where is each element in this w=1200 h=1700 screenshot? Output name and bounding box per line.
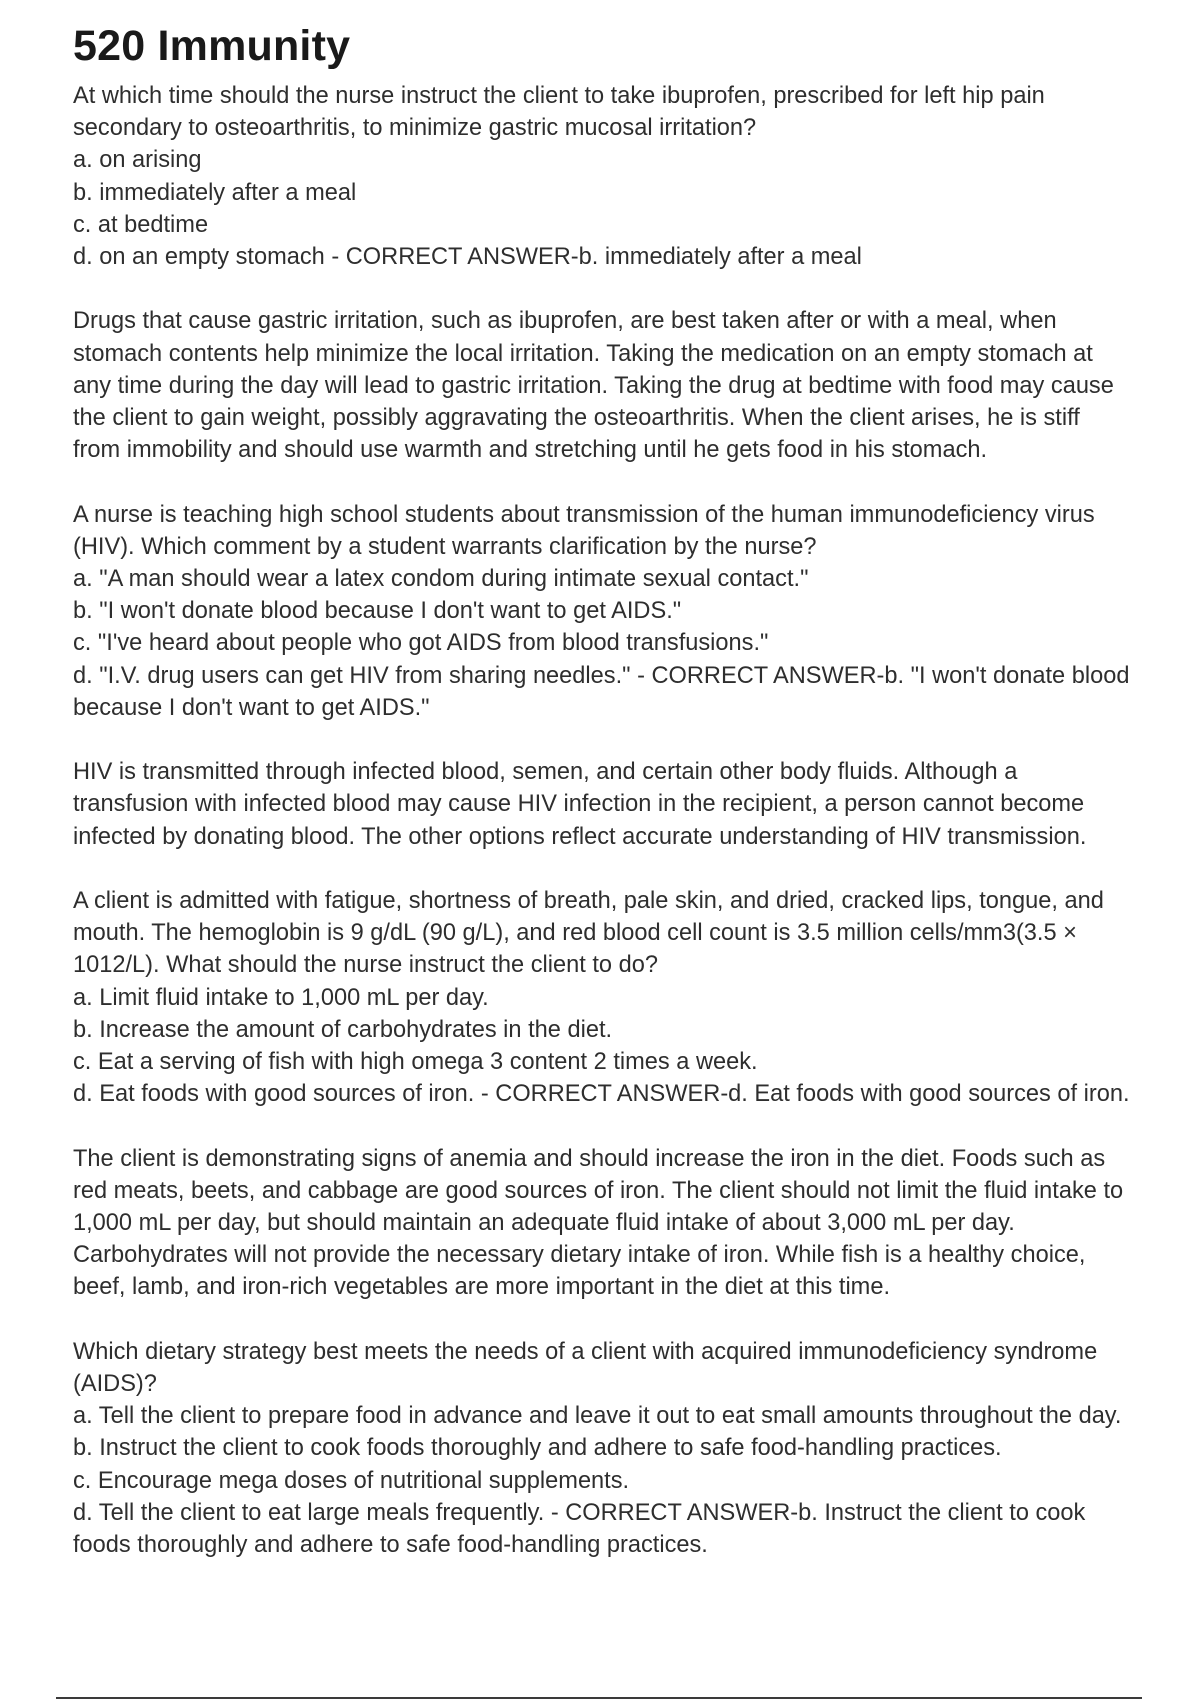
question-4-option-d-answer: d. Tell the client to eat large meals frequently. - CORRECT ANSWER-b. Instruct the client to cook foods thoroughly and adhere to safe food-handling practices. [73,1499,1086,1559]
question-3-rationale: The client is demonstrating signs of anemia and should increase the iron in the diet. Foods such as red meats, beets, and cabbage are good sources of iron. The client should not limit the fluid intake to 1,000 mL per day, but should maintain an adequate fluid intake of about 3,000 mL per day. Carbohydrates will not provide the necessary dietary intake of iron. While fish is a healthy choice, beef, lamb, and iron-rich vegetables are more important in the diet at this time. [73,1145,1124,1301]
paragraph-spacer [73,466,1133,498]
question-3-option-d-answer: d. Eat foods with good sources of iron. - CORRECT ANSWER-d. Eat foods with good sources of iron. [73,1081,1130,1108]
paragraph-spacer [73,853,1133,885]
question-1-option-d-answer: d. on an empty stomach - CORRECT ANSWER-b. immediately after a meal [73,244,862,271]
question-2-option-a: a. "A man should wear a latex condom during intimate sexual contact." [73,566,809,593]
question-2-option-b: b. "I won't donate blood because I don't want to get AIDS." [73,598,682,625]
question-1-option-b: b. immediately after a meal [73,179,357,206]
question-4-option-a: a. Tell the client to prepare food in advance and leave it out to eat small amounts throughout the day. [73,1403,1122,1430]
paragraph-spacer [73,1304,1133,1336]
question-3-option-a: a. Limit fluid intake to 1,000 mL per day. [73,984,489,1011]
question-4-option-c: c. Encourage mega doses of nutritional supplements. [73,1467,630,1494]
question-3-option-b: b. Increase the amount of carbohydrates in the diet. [73,1016,613,1043]
question-3-option-c: c. Eat a serving of fish with high omega 3 content 2 times a week. [73,1049,758,1076]
page-bottom-divider [56,1697,1142,1699]
paragraph-spacer [73,1110,1133,1142]
paragraph-spacer [73,273,1133,305]
question-1-stem: At which time should the nurse instruct the client to take ibuprofen, prescribed for left hip pain secondary to osteoarthritis, to minimize gastric mucosal irritation? [73,83,1045,142]
question-1-option-c: c. at bedtime [73,211,209,238]
question-4-option-b: b. Instruct the client to cook foods thoroughly and adhere to safe food-handling practices. [73,1435,1002,1462]
question-1-rationale: Drugs that cause gastric irritation, such as ibuprofen, are best taken after or with a meal, when stomach contents help minimize the local irritation. Taking the medication on an empty stomach at any time during the day will lead to gastric irritation. Taking the drug at bedtime with food may cause the client to gain weight, possibly aggravating the osteoarthritis. When the client arises, he is stiff from immobility and should use warmth and stretching until he gets food in his stomach. [73,308,1114,464]
question-2-rationale: HIV is transmitted through infected blood, semen, and certain other body fluids. Although a transfusion with infected blood may cause HIV infection in the recipient, a person cannot become infected by donating blood. The other options reflect accurate understanding of HIV transmission. [73,759,1087,850]
paragraph-spacer [73,724,1133,756]
page-title: 520 Immunity [73,22,351,70]
question-2-option-d-answer: d. "I.V. drug users can get HIV from sharing needles." - CORRECT ANSWER-b. "I won't donate blood because I don't want to get AIDS." [73,662,1130,721]
question-4-stem: Which dietary strategy best meets the needs of a client with acquired immunodeficiency syndrome (AIDS)? [73,1338,1098,1398]
question-3-stem: A client is admitted with fatigue, shortness of breath, pale skin, and dried, cracked lips, tongue, and mouth. The hemoglobin is 9 g/dL (90 g/L), and red blood cell count is 3.5 million cells/mm3(3.5 × 1012/L). What should the nurse instruct the client to do? [73,888,1104,979]
document-page [73,18,1133,1561]
question-1-option-a: a. on arising [73,147,202,174]
question-2-stem: A nurse is teaching high school students about transmission of the human immunodeficiency virus (HIV). Which comment by a student warrants clarification by the nurse? [73,501,1095,560]
question-2-option-c: c. "I've heard about people who got AIDS from blood transfusions." [73,630,769,657]
